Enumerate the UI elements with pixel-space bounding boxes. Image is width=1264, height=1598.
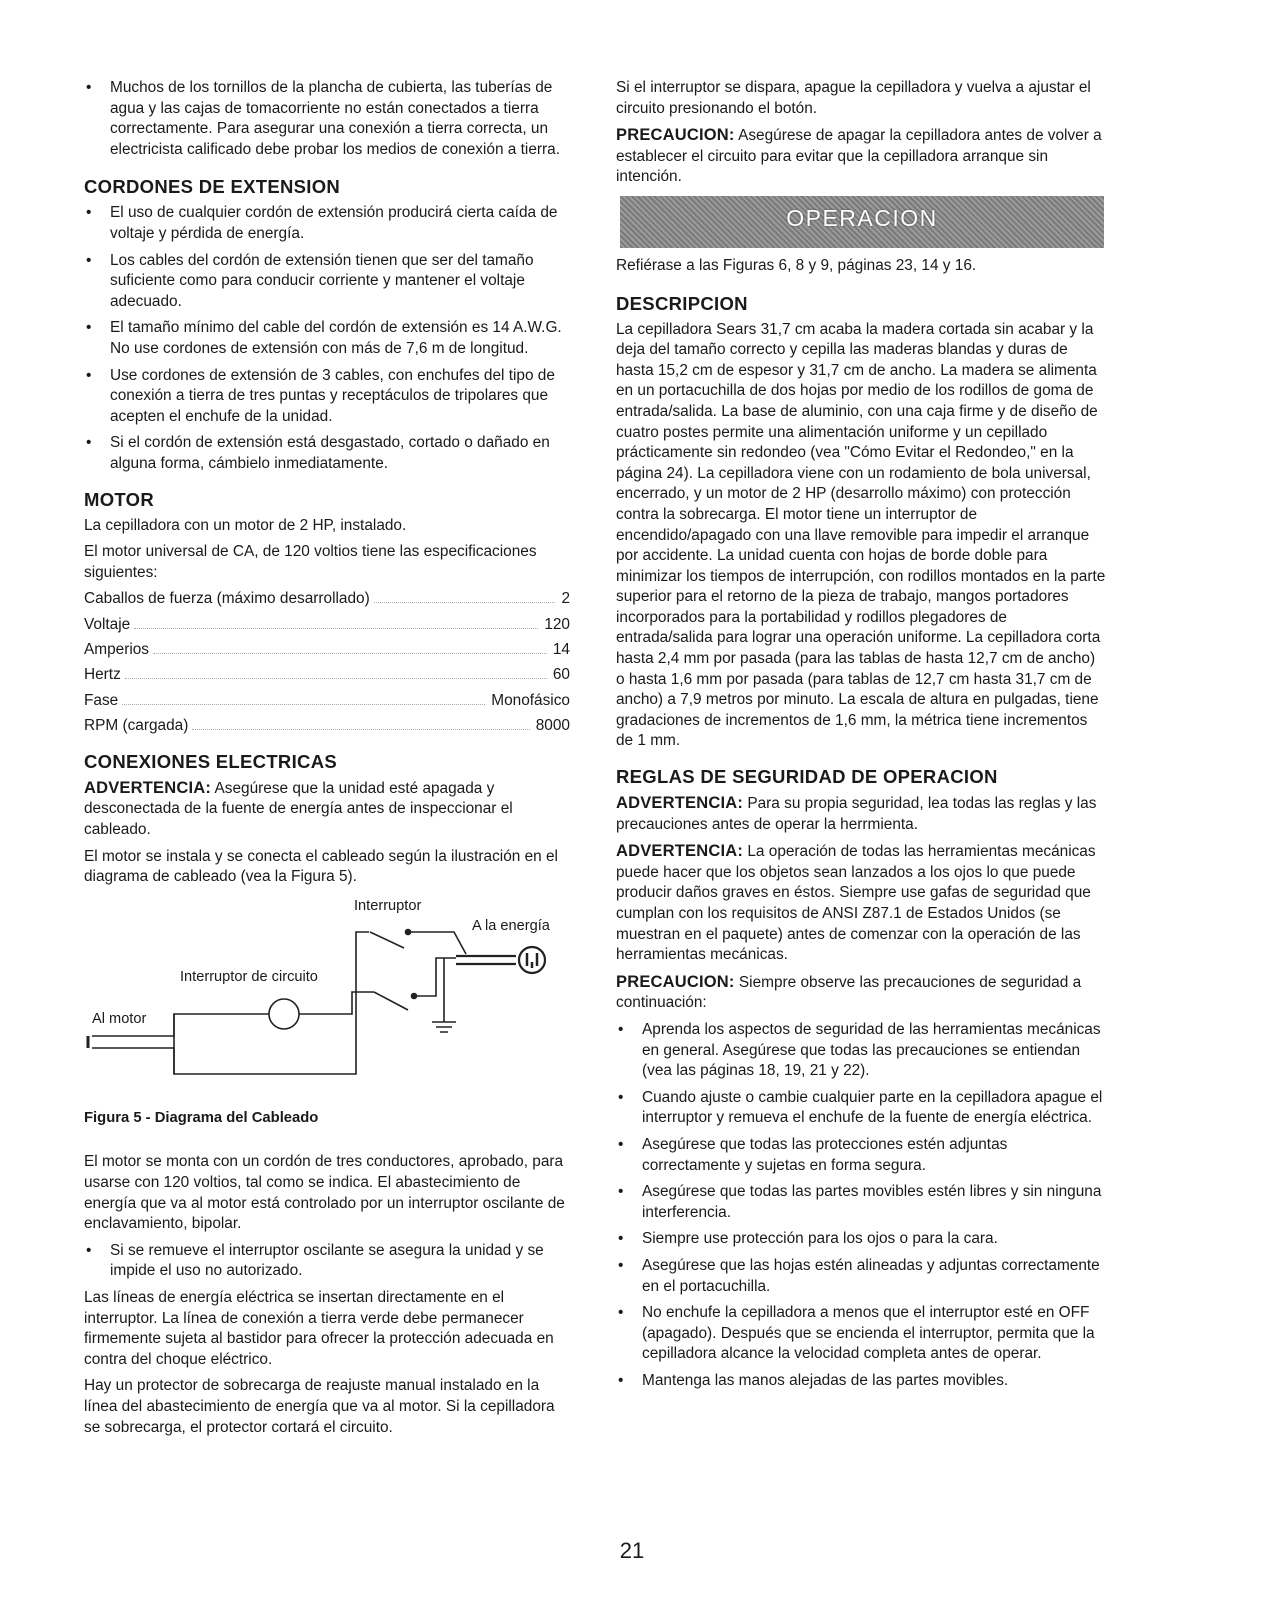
body-text: Hay un protector de sobrecarga de reajuste manual instalado en la línea del abastecimiento de energía que va al motor. Si la cepilladora se sobrecarga, el protector cortará el circuito. [84,1377,555,1436]
warning-paragraph [616,793,1106,835]
switch-blade [370,932,404,948]
breaker-circle [269,999,299,1029]
plug-circle [519,947,545,973]
list-item: • Use cordones de extensión de 3 cables, con enchufes del tipo de conexión a tierra de tres puntas y receptáculos de tripolares que acepten el enchufe de la unidad. [86,366,555,425]
bullet-text: Asegúrese que las hojas estén alineadas y adjuntas correctamente en el portacuchilla. [642,1256,1100,1295]
list-item: • Asegúrese que todas las protecciones estén adjuntas correctamente y sujetas en forma segura. [618,1135,1008,1174]
caution-text: Siempre observe las precauciones de seguridad a continuación: [616,973,1082,1012]
spec-row [84,716,570,737]
bullet-text: Muchos de los tornillos de la plancha de cubierta, las tuberías de agua y las cajas de tomacorriente no están conectados a tierra correctamente. Para asegurar una conexión a tierra correcta, un electricista calificado debe probar los medios de conexión a tierra. [110,79,560,158]
list-item: • Asegúrese que las hojas estén alineadas y adjuntas correctamente en el portacuchilla. [618,1256,1100,1295]
section-title-motor: MOTOR [84,488,155,510]
body-text: Si el interruptor se dispara, apague la cepilladora y vuelva a ajustar el circuito presionando el botón. [616,79,1091,117]
warning-paragraph [616,841,1106,966]
caution-label: PRECAUCION: [616,972,735,991]
bullet-text: Los cables del cordón de extensión tienen que ser del tamaño suficiente como para conducir corriente y mantener el voltaje adecuado. [110,251,534,310]
operacion-banner [620,196,1104,248]
spec-table [84,589,570,737]
warning-text: Asegúrese que la unidad esté apagada y desconectada de la fuente de energía antes de inspeccionar el cableado. [84,779,513,839]
warning-text: Para su propia seguridad, lea todas las reglas y las precauciones antes de operar la herrmienta. [616,795,1097,833]
caution-text: Asegúrese de apagar la cepilladora antes de volver a establecer el circuito para evitar que la cepilladora arranque sin intención. [616,127,1102,186]
list-item: • Cuando ajuste o cambie cualquier parte en la cepilladora apague el interruptor y remueva el enchufe de la fuente de energía eléctrica. [618,1088,1103,1127]
switch-contact [406,929,411,934]
spec-label: Voltaje [84,615,131,633]
spec-label: Caballos de fuerza (máximo desarrollado) [84,590,370,608]
section-title-conexiones: CONEXIONES ELECTRICAS [84,750,337,772]
section-title-descripcion: DESCRIPCION [616,292,748,314]
section-title-cordones: CORDONES DE EXTENSION [84,176,341,198]
spec-value: Monofásico [491,691,570,709]
wire [410,932,466,954]
bullet-text: Asegúrese que todas las protecciones estén adjuntas correctamente y sujetas en forma segura. [642,1135,1008,1174]
warning-paragraph [84,778,570,841]
spec-label: Fase [84,691,119,709]
wiring-diagram [84,896,570,1108]
caution-paragraph [616,972,1106,1014]
switch-blade [374,992,408,1010]
bullet-text: No enchufe la cepilladora a menos que el interruptor esté en OFF (apagado). Después que se encienda el interruptor, permita que la cepilladora alcance la velocidad completa antes de operar. [642,1304,1095,1363]
right-column [616,78,1106,1397]
bullet-text: Asegúrese que todas las partes movibles estén libres y sin ninguna interferencia. [642,1183,1102,1221]
bullet-text: Mantenga las manos alejadas de las partes movibles. [642,1371,1009,1389]
wire [92,932,369,1074]
spec-row [84,615,570,636]
spec-row [84,665,570,686]
switch-contact [412,993,417,998]
list-item: • Muchos de los tornillos de la plancha de cubierta, las tuberías de agua y las cajas de tomacorriente no están conectados a tierra correctamente. Para asegurar una conexión a tierra correcta, un electricista calificado debe probar los medios de conexión a tierra. [86,79,560,158]
spec-row [84,691,570,712]
warning-label: ADVERTENCIA: [616,794,744,813]
label-energia: A la energía [472,917,550,934]
plug-cord [456,956,516,964]
wire [416,958,456,996]
label-motor: Al motor [92,1010,147,1027]
figure-caption: Figura 5 - Diagrama del Cableado [84,1109,319,1126]
page-number: 21 [619,1538,645,1563]
list-item: • Asegúrese que todas las partes movibles estén libres y sin ninguna interferencia. [618,1183,1102,1221]
caution-label: PRECAUCION: [616,126,735,145]
section-title-reglas: REGLAS DE SEGURIDAD DE OPERACION [616,766,998,788]
left-column [84,78,570,1444]
plug-pins [527,953,537,968]
list-item: • Aprenda los aspectos de seguridad de las herramientas mecánicas en general. Asegúrese que todas las precauciones se entiendan (vea las páginas 18, 19, 21 y 22). [618,1020,1101,1080]
list-item: • El tamaño mínimo del cable del cordón de extensión es 14 A.W.G. No use cordones de extensión con más de 7,6 m de longitud. [86,319,562,357]
motor-text: El motor universal de CA, de 120 voltios tiene las especificaciones siguientes: [84,543,537,581]
body-text: Las líneas de energía eléctrica se insertan directamente en el interruptor. La línea de conexión a tierra verde debe permanecer firmemente sujeta al bastidor para ofrecer la protección adecuada en contra del choque eléctrico. [84,1288,554,1368]
list-item: • Si el cordón de extensión está desgastado, cortado o dañado en alguna forma, cámbielo inmediatamente. [86,434,550,472]
bullet-text: Siempre use protección para los ojos o para la cara. [642,1230,998,1248]
bullet-text: Si el cordón de extensión está desgastado, cortado o dañado en alguna forma, cámbielo inmediatamente. [110,434,550,472]
spec-label: RPM (cargada) [84,717,189,735]
label-interruptor: Interruptor [354,897,422,914]
list-item: • Los cables del cordón de extensión tienen que ser del tamaño suficiente como para conducir corriente y mantener el voltaje adecuado. [86,251,534,310]
description-text: La cepilladora Sears 31,7 cm acaba la madera cortada sin acabar y la deja del tamaño correcto y cepilla las maderas blandas y duras de hasta 15,2 cm de espesor y 31,7 cm de ancho. La madera se alimenta en un portacuchilla de dos hojas por medio de los rodillos de goma de entrada/salida. La base de aluminio, con una caja firme y de diseño de cuatro postes permite una alimentación uniforme y un cepillado prácticamente sin redondeo (vea "Cómo Evitar el Redondeo," en la página 24). La cepilladora viene con un rodamiento de bola universal, encerrado, y un motor de 2 HP (desarrollo máximo) con protección contra la sobrecarga. El motor tiene un interruptor de encendido/apagado con una llave removible para impedir el arranque por accidente. La unidad cuenta con hojas de borde doble para minimizar los tiempos de interrupción, con rodillos montados en la parte superior para el retorno de la pieza de trabajo, mangos portadores incorporados para la portabilidad y rodillos plegadores de entrada/salida para lograr una operación uniforme. La cepilladora corta hasta 2,4 mm por pasada (para las tablas de hasta 12,7 cm de ancho) o hasta 1,6 mm por pasada (para tablas de 12,7 cm hasta 31,7 cm de ancho) a 7,9 metros por minuto. La escala de altura en pulgadas, tiene gradaciones de incrementos de 1,6 mm, la métrica tiene incrementos de 1 mm. [616,320,1106,750]
bullet-text: Use cordones de extensión de 3 cables, con enchufes del tipo de conexión a tierra de tres puntas y receptáculos de tripolares que acepten el enchufe de la unidad. [110,366,555,425]
spec-row [84,589,570,610]
body-text: El motor se instala y se conecta el cableado según la ilustración en el diagrama de cableado (vea la Figura 5). [84,847,558,886]
spec-value: 14 [552,641,570,659]
spec-label: Hertz [84,666,121,684]
motor-text: La cepilladora con un motor de 2 HP, instalado. [84,516,407,534]
spec-label: Amperios [84,641,150,659]
banner-text: OPERACION [786,204,938,231]
list-item: • El uso de cualquier cordón de extensión producirá cierta caída de voltaje y pérdida de energía. [86,204,558,242]
wire [299,992,374,1014]
list-item: • Mantenga las manos alejadas de las partes movibles. [618,1371,1009,1389]
caution-paragraph [616,125,1106,188]
list-item: • Si se remueve el interruptor oscilante se asegura la unidad y se impide el uso no autorizado. [86,1241,544,1280]
body-text: El motor se monta con un cordón de tres conductores, aprobado, para usarse con 120 voltios, tal como se indica. El abastecimiento de energía que va al motor está controlado por un interruptor oscilante de enclavamiento, bipolar. [84,1153,565,1233]
bullet-text: Si se remueve el interruptor oscilante se asegura la unidad y se impide el uso no autorizado. [110,1241,544,1280]
warning-label: ADVERTENCIA: [616,842,744,861]
spec-value: 2 [561,590,570,608]
spec-value: 120 [544,615,570,633]
spec-value: 8000 [535,717,570,735]
reference-text: Refiérase a las Figuras 6, 8 y 9, páginas 23, 14 y 16. [616,256,977,274]
spec-row [84,640,570,661]
bullet-text: El tamaño mínimo del cable del cordón de extensión es 14 A.W.G. No use cordones de extensión con más de 7,6 m de longitud. [110,319,562,357]
list-item: • No enchufe la cepilladora a menos que el interruptor esté en OFF (apagado). Después que se encienda el interruptor, permita que la cepilladora alcance la velocidad completa antes de operar. [618,1304,1095,1363]
list-item: • Siempre use protección para los ojos o para la cara. [618,1230,998,1248]
bullet-text: El uso de cualquier cordón de extensión producirá cierta caída de voltaje y pérdida de energía. [110,204,558,242]
spec-value: 60 [552,666,570,684]
bullet-text: Aprenda los aspectos de seguridad de las herramientas mecánicas en general. Asegúrese que todas las precauciones se entiendan (vea las páginas 18, 19, 21 y 22). [642,1020,1101,1080]
warning-text: La operación de todas las herramientas mecánicas puede hacer que los objetos sean lanzados a los ojos lo que puede producir daños graves en éstos. Siempre use gafas de seguridad que cumplan con los requisitos de ANSI Z87.1 de Estados Unidos (se muestran en el paquete) antes de comenzar con la operación de las herramientas mecánicas. [616,843,1096,964]
bullet-text: Cuando ajuste o cambie cualquier parte en la cepilladora apague el interruptor y remueva el enchufe de la fuente de energía eléctrica. [642,1088,1103,1127]
label-circuito: Interruptor de circuito [180,968,318,985]
warning-label: ADVERTENCIA: [84,778,212,797]
